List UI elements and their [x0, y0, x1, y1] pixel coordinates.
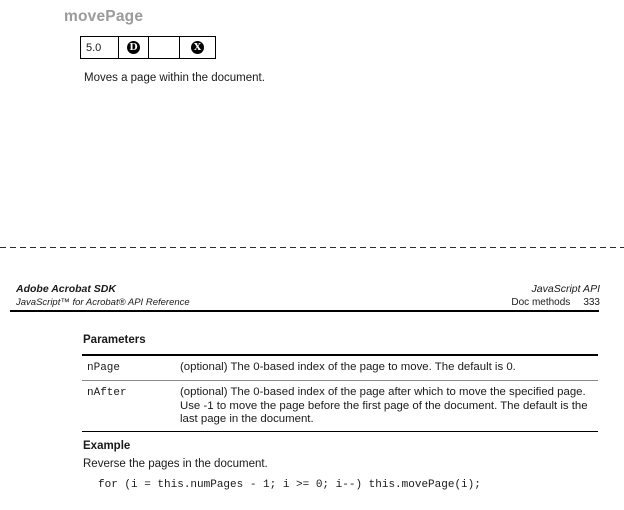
header-api-name: JavaScript API: [531, 283, 600, 295]
circled-x-icon: X: [191, 41, 204, 54]
version-availability-table: [80, 36, 216, 59]
example-heading: Example: [83, 440, 131, 452]
header-product-name: Adobe Acrobat SDK: [16, 283, 116, 295]
circled-d-icon: D: [127, 41, 140, 54]
version-value: 5.0: [86, 41, 102, 54]
page-break-dashed-divider: [0, 247, 624, 248]
page-header-left: [16, 282, 190, 310]
parameters-table: [82, 354, 598, 432]
method-summary: Moves a page within the document.: [84, 72, 265, 84]
availability-cell: [179, 36, 216, 59]
parameter-name: nPage: [87, 361, 121, 374]
empty-cell: [148, 36, 180, 59]
header-section-line: [511, 296, 600, 310]
method-title: movePage: [64, 8, 144, 25]
parameter-description: (optional) The 0-based index of the page to move. The default is 0.: [180, 360, 516, 373]
example-code-line: for (i = this.numPages - 1; i >= 0; i--) this.movePage(i);: [98, 479, 481, 491]
parameter-name: nAfter: [87, 387, 127, 400]
page-number: 333: [583, 297, 600, 308]
version-cell: [80, 36, 119, 59]
parameters-heading: Parameters: [83, 334, 146, 346]
page-header-right: [511, 282, 600, 310]
parameter-description: (optional) The 0-based index of the page after which to move the specified page. Use -1 to move the page before the first page of the document. The default is the last page in the document.: [180, 386, 588, 426]
header-manual-title: JavaScript™ for Acrobat® API Reference: [16, 297, 190, 308]
parameter-row: [82, 356, 598, 381]
example-intro-text: Reverse the pages in the document.: [83, 458, 268, 470]
parameter-row: [82, 381, 598, 431]
doc-rights-cell: [118, 36, 149, 59]
header-rule: [10, 310, 599, 312]
header-section-name: Doc methods: [511, 297, 571, 308]
parameters-table-bottom-rule: [82, 431, 598, 433]
